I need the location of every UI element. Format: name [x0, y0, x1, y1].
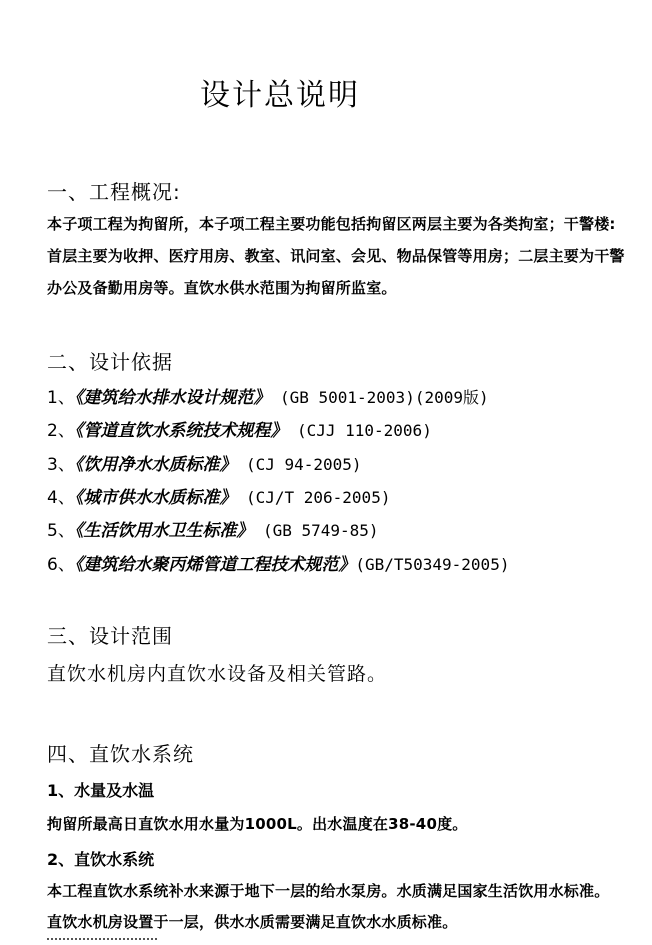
reference-number: 5、 [47, 521, 75, 541]
reference-item [47, 516, 379, 541]
section-heading-basis: 二、设计依据 [47, 350, 173, 374]
reference-name: 《饮用净水水质标准》 [74, 455, 237, 475]
reference-name: 《管道直饮水系统技术规程》 [74, 421, 288, 441]
reference-code: (CJ/T 206-2005) [236, 488, 391, 507]
subsection-title: 2、直饮水系统 [47, 850, 155, 869]
overview-line: 本子项工程为拘留所，本子项工程主要功能包括拘留区两层主要为各类拘室；干警楼: [47, 215, 616, 233]
reference-code: (GB 5001-2003)(2009版) [270, 388, 489, 407]
subsection-title: 1、水量及水温 [47, 781, 155, 800]
reference-code: (CJJ 110-2006) [287, 421, 432, 440]
reference-item [47, 550, 509, 575]
reference-number: 2、 [47, 421, 75, 441]
reference-code: (GB/T50349-2005) [355, 555, 510, 574]
reference-item [47, 483, 390, 508]
reference-number: 3、 [47, 455, 75, 475]
reference-name: 《城市供水水质标准》 [74, 488, 237, 508]
reference-code: (CJ 94-2005) [236, 455, 362, 474]
reference-name: 《建筑给水聚丙烯管道工程技术规范》 [74, 555, 356, 575]
reference-number: 6、 [47, 555, 75, 575]
reference-code: (GB 5749-85) [253, 521, 379, 540]
subsection-text: 拘留所最高日直饮水用水量为1000L。出水温度在38-40度。 [47, 815, 468, 833]
overview-line: 首层主要为收押、医疗用房、教室、讯问室、会见、物品保管等用房；二层主要为干警 [47, 247, 625, 265]
section-heading-scope: 三、设计范围 [47, 624, 173, 648]
subsection-text: 直饮水机房设置于一层，供水水质需要满足直饮水水质标准。 [47, 913, 458, 931]
reference-name: 《生活饮用水卫生标准》 [74, 521, 254, 541]
section-heading-overview: 一、工程概况: [47, 180, 181, 204]
scope-text: 直饮水机房内直饮水设备及相关管路。 [47, 663, 388, 685]
reference-number: 4、 [47, 488, 75, 508]
reference-item [47, 383, 489, 408]
document-title: 设计总说明 [200, 78, 360, 113]
reference-name: 《建筑给水排水设计规范》 [74, 388, 271, 408]
reference-item [47, 416, 432, 441]
reference-number: 1、 [47, 388, 75, 408]
overview-line: 办公及备勤用房等。直饮水供水范围为拘留所监室。 [47, 279, 397, 297]
cut-off-next-line [47, 938, 157, 945]
section-heading-system: 四、直饮水系统 [47, 742, 194, 766]
subsection-text: 本工程直饮水系统补水来源于地下一层的给水泵房。水质满足国家生活饮用水标准。 [47, 882, 610, 900]
cut-off-line-fragment [47, 938, 157, 942]
reference-item [47, 450, 362, 475]
